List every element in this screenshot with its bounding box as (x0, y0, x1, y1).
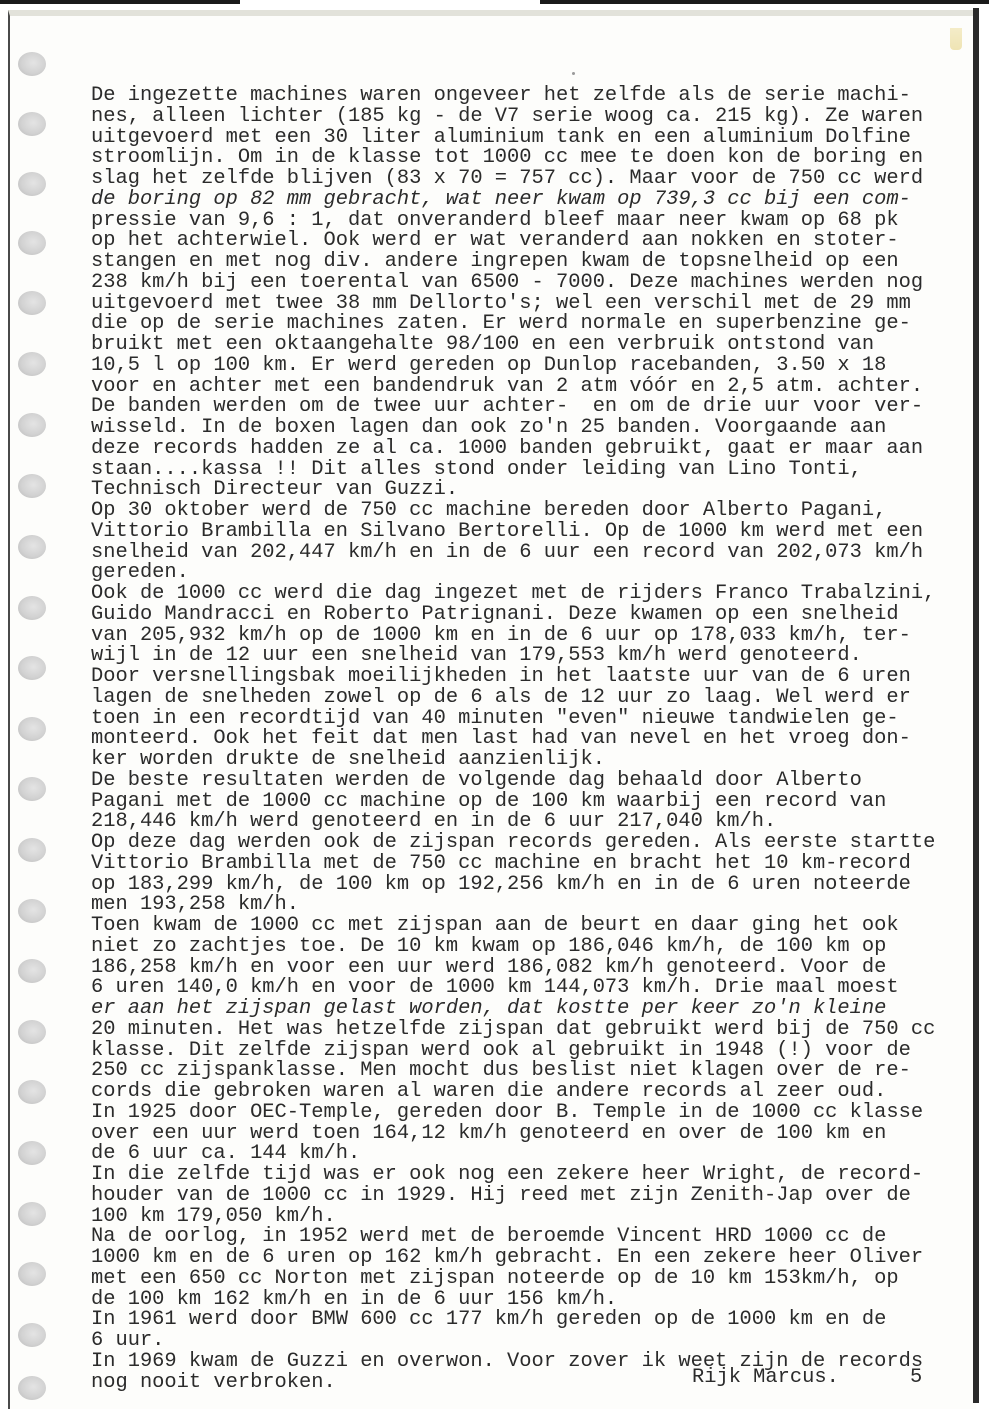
text-line: pressie van 9,6 : 1, dat onveranderd bleef maar neer kwam op 68 pk (91, 208, 899, 232)
punch-hole-icon (18, 656, 46, 680)
punch-hole-icon (18, 899, 46, 923)
text-line: de 100 km 162 km/h en in de 6 uur 156 km/h. (91, 1287, 618, 1311)
page-corner-fold (950, 28, 962, 50)
text-line: bruikt met een oktaangehalte 98/100 en een verbruik ontstond van (91, 333, 875, 356)
page-number: 5 (910, 1366, 923, 1389)
text-line: In die zelfde tijd was er ook nog een zekere heer Wright, de record- (91, 1163, 924, 1186)
punch-hole-icon (18, 52, 46, 76)
text-line: er aan het zijspan gelast worden, dat kostte per keer zo'n kleine (91, 997, 887, 1020)
punch-hole-icon (18, 172, 46, 196)
text-line: snelheid van 202,447 km/h en in de 6 uur een record van 202,073 km/h (91, 540, 924, 564)
text-line: toen in een recordtijd van 40 minuten "even" nieuwe tandwielen ge- (91, 706, 899, 730)
text-line: 1000 km en de 6 uren op 162 km/h gebracht. En een zekere heer Oliver (91, 1246, 924, 1269)
text-line: met een 650 cc Norton met zijspan noteerde op de 10 km 153km/h, op (91, 1266, 899, 1290)
text-line: Op 30 oktober werd de 750 cc machine bereden door Alberto Pagani, (91, 499, 887, 522)
punch-hole-icon (18, 1202, 46, 1226)
text-line: Technisch Directeur van Guzzi. (91, 478, 459, 502)
text-line: 250 cc zijspanklasse. Men mocht dus beslist niet klagen over de re- (91, 1059, 911, 1083)
text-line: wijl in de 12 uur een snelheid van 179,553 km/h werd genoteerd. (91, 644, 862, 668)
text-line: Toen kwam de 1000 cc met zijspan aan de beurt en daar ging het ook (91, 914, 899, 937)
text-line: Door versnellingsbak moeilijkheden in het laatste uur van de 6 uren (91, 665, 911, 688)
text-line: de boring op 82 mm gebracht, wat neer kwam op 739,3 cc bij een com- (91, 187, 911, 211)
text-line: stroomlijn. Om in de klasse tot 1000 cc mee te doen kon de boring en (91, 146, 924, 170)
text-line: 100 km 179,050 km/h. (91, 1204, 336, 1228)
scan-right-edge (973, 8, 979, 1403)
text-line: De banden werden om de twee uur achter- en om de drie uur voor ver- (91, 395, 924, 419)
text-line: cords die gebroken waren al waren die andere records al zeer oud. (91, 1080, 887, 1103)
text-line: Vittorio Brambilla en Silvano Bertorelli. Op de 1000 km werd met een (91, 519, 924, 543)
text-line: wisseld. In de boxen lagen dan ook zo'n 25 banden. Voorgaande aan (91, 416, 887, 439)
text-line: op het achterwiel. Ook werd er wat veranderd aan nokken en stoter- (91, 229, 899, 253)
text-line: Guido Mandracci en Roberto Patrignani. Deze kwamen op een snelheid (91, 602, 899, 626)
text-line: In 1925 door OEC-Temple, gereden door B. Temple in de 1000 cc klasse (91, 1100, 924, 1124)
punch-hole-icon (18, 959, 46, 983)
text-line: uitgevoerd met een 30 liter aluminium tank en een aluminium Dolfine (91, 125, 911, 149)
punch-hole-icon (18, 1080, 46, 1104)
text-line: klasse. Dit zelfde zijspan werd ook al gebruikt in 1948 (!) voor de (91, 1038, 911, 1062)
text-line: ker worden drukte de snelheid aanzienlijk. (91, 748, 605, 771)
text-line: In 1969 kwam de Guzzi en overwon. Voor zover ik weet zijn de records (91, 1349, 924, 1373)
text-line: op 183,299 km/h, de 100 km op 192,256 km/h en in de 6 uren noteerde (91, 872, 911, 896)
text-line: over een uur werd toen 164,12 km/h genoteerd en over de 100 km en (91, 1121, 887, 1145)
punch-hole-icon (18, 1323, 46, 1347)
text-line: van 205,932 km/h op de 1000 km en in de 6 uur op 178,033 km/h, ter- (91, 623, 911, 647)
text-line: men 193,258 km/h. (91, 893, 300, 917)
text-line: slag het zelfde blijven (83 x 70 = 757 cc). Maar voor de 750 cc werd (91, 167, 924, 190)
text-line: uitgevoerd met twee 38 mm Dellorto's; wel een verschil met de 29 mm (91, 291, 911, 315)
body-text (91, 86, 951, 1393)
text-line: houder van de 1000 cc in 1929. Hij reed met zijn Zenith-Jap over de (91, 1183, 911, 1207)
text-line: 218,446 km/h werd genoteerd en in de 6 uur 217,040 km/h. (91, 810, 777, 834)
text-line: 6 uur. (91, 1329, 165, 1352)
text-line: staan....kassa !! Dit alles stond onder leiding van Lino Tonti, (91, 457, 862, 481)
punch-hole-icon (18, 291, 46, 315)
text-line: niet zo zachtjes toe. De 10 km kwam op 186,046 km/h, de 100 km op (91, 934, 887, 958)
text-line: 10,5 l op 100 km. Er werd gereden op Dunlop racebanden, 3.50 x 18 (91, 353, 887, 377)
text-line: Op deze dag werden ook de zijspan records gereden. Als eerste startte (91, 831, 936, 854)
text-line: Na de oorlog, in 1952 werd met de beroemde Vincent HRD 1000 cc de (91, 1225, 887, 1249)
text-line: gereden. (91, 561, 189, 585)
text-line: stangen en met nog div. andere ingrepen kwam de topsnelheid op een (91, 250, 899, 273)
punch-hole-icon (18, 112, 46, 136)
text-line: nog nooit verbroken. (91, 1370, 336, 1394)
text-line: De beste resultaten werden de volgende dag behaald door Alberto (91, 768, 862, 792)
text-line: 20 minuten. Het was hetzelfde zijspan dat gebruikt werd bij de 750 cc (91, 1017, 936, 1041)
punch-hole-icon (18, 474, 46, 498)
punch-hole-icon (18, 1020, 46, 1044)
punch-hole-icon (18, 1376, 46, 1400)
text-line: De ingezette machines waren ongeveer het zelfde als de serie machi- (91, 84, 911, 107)
text-line: de 6 uur ca. 144 km/h. (91, 1142, 361, 1166)
text-line: nes, alleen lichter (185 kg - de V7 serie woog ca. 215 kg). Ze waren (91, 104, 924, 128)
punch-hole-icon (18, 777, 46, 801)
text-line: 186,258 km/h en voor een uur werd 186,082 km/h genoteerd. Voor de (91, 955, 887, 979)
text-line: monteerd. Ook het feit dat men last had van nevel en het vroeg don- (91, 727, 911, 751)
text-line: deze records hadden ze al ca. 1000 banden gebruikt, gaat er maar aan (91, 436, 924, 460)
punch-hole-icon (18, 1262, 46, 1286)
author-signature: Rijk Marcus. (692, 1366, 839, 1389)
punch-hole-icon (18, 352, 46, 376)
punch-hole-icon (18, 535, 46, 559)
text-line: Vittorio Brambilla met de 750 cc machine en bracht het 10 km-record (91, 851, 911, 875)
text-line: Ook de 1000 cc werd die dag ingezet met de rijders Franco Trabalzini, (91, 582, 936, 605)
paper-speck (572, 72, 575, 75)
text-line: In 1961 werd door BMW 600 cc 177 km/h gereden op de 1000 km en de (91, 1308, 887, 1332)
punch-hole-icon (18, 1141, 46, 1165)
punch-hole-icon (18, 596, 46, 620)
punch-hole-icon (18, 717, 46, 741)
text-line: lagen de snelheden zowel op de 6 als de 12 uur zo laag. Wel werd er (91, 685, 911, 709)
text-line: 238 km/h bij een toerental van 6500 - 7000. Deze machines werden nog (91, 270, 924, 294)
punch-hole-icon (18, 413, 46, 437)
text-line: voor en achter met een bandendruk van 2 atm vóór en 2,5 atm. achter. (91, 374, 924, 398)
punch-hole-icon (18, 231, 46, 255)
punch-hole-icon (18, 838, 46, 862)
text-line: die op de serie machines zaten. Er werd normale en superbenzine ge- (91, 312, 911, 336)
text-line: Pagani met de 1000 cc machine op de 100 km waarbij een record van (91, 789, 887, 813)
text-line: 6 uren 140,0 km/h en voor de 1000 km 144,073 km/h. Drie maal moest (91, 976, 899, 1000)
scan-top-edge-gap (240, 0, 540, 4)
